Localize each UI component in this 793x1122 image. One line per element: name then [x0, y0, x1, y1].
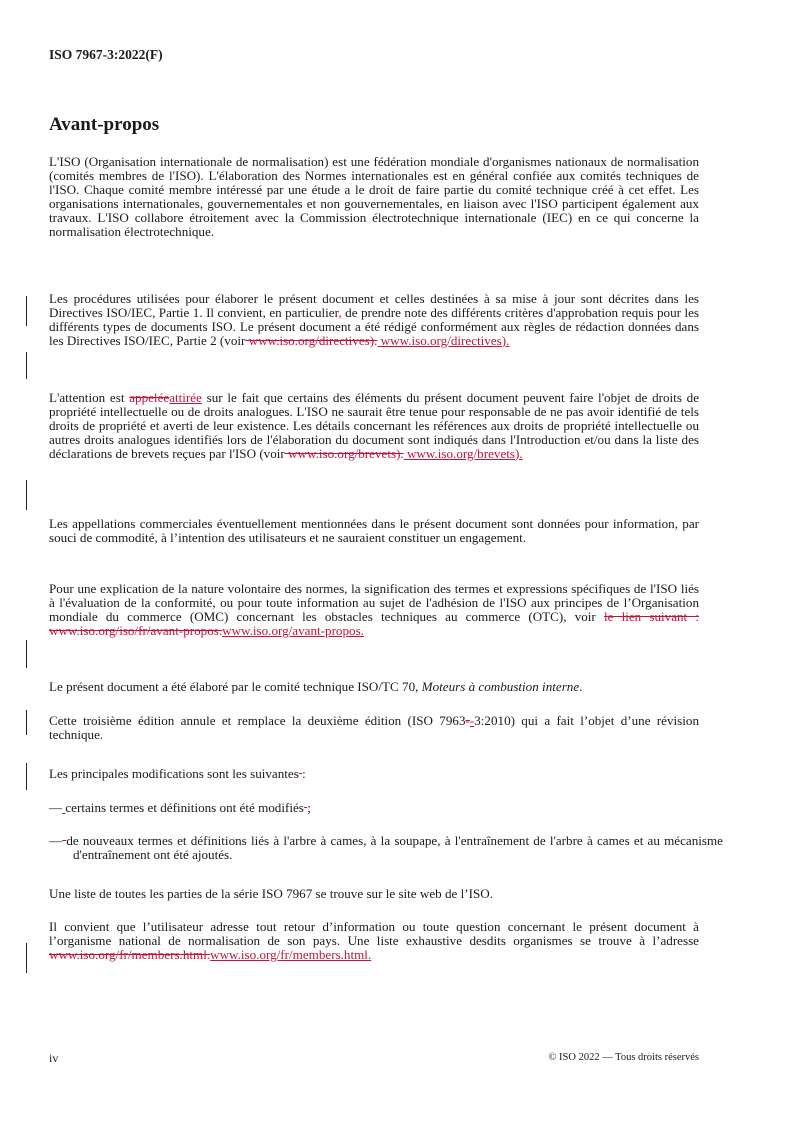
change-bar [26, 480, 27, 510]
text: L'attention est [49, 390, 130, 405]
paragraph-patents [49, 391, 699, 461]
change-bar [26, 640, 27, 668]
page-number: iv [49, 1051, 59, 1065]
deleted-link[interactable]: le lien suivant : www.iso.org/iso/fr/avant-propos. [49, 608, 699, 638]
change-bar [26, 352, 27, 379]
paragraph-committee [49, 680, 699, 694]
inserted-link[interactable]: www.iso.org/brevets). [403, 445, 523, 461]
inserted-link[interactable]: www.iso.org/directives). [377, 332, 510, 348]
paragraph-feedback [49, 920, 699, 962]
paragraph-series-list: Une liste de toutes les parties de la série ISO 7967 se trouve sur le site web de l’ISO. [49, 886, 493, 901]
paragraph-changes-intro [49, 767, 699, 781]
text: de prendre note des différents critères d'approbation requis pour les différents types de documents ISO. Le présent document a été rédigé conformément aux règles de rédaction données dans les Directives ISO/IEC, Partie 2 (voir [49, 304, 699, 348]
text: certains termes et définitions ont été modifiés [65, 800, 304, 815]
document-id-header: ISO 7967-3:2022(F) [49, 47, 163, 62]
paragraph-edition [49, 714, 699, 742]
text: Pour une explication de la nature volontaire des normes, la signification des termes et expressions spécifiques de l'ISO liés à l'évaluation de la conformité, ou pour toute information au sujet de l'adhésion de l'ISO aux principes de l’Organisation mondiale du commerce (OMC) concernant les obstacles techniques au commerce (OTC), voir [49, 581, 699, 624]
paragraph-procedures [49, 292, 699, 348]
change-bar [26, 763, 27, 790]
inserted-link[interactable]: www.iso.org/avant-propos. [222, 622, 364, 638]
deleted-link[interactable]: www.iso.org/brevets). [284, 445, 404, 461]
list-item [49, 834, 723, 862]
text: : [302, 766, 306, 781]
deleted-text: - [465, 713, 470, 728]
text: sur le fait que certains des éléments du présent document peuvent faire l'objet de droits de propriété intellectuelle ou de droits analogues. L'ISO ne saurait être tenue pour responsable de ne pas avoir identifié de tels droits de propriété et averti de leur existence. Les détails concernant les références aux droits de propriété intellectuelle ou autres droits analogues identifiés lors de l'élaboration du document sont indiqués dans l'Introduction et/ou dans la liste des déclarations de brevets reçues par l'ISO (voir [49, 390, 700, 461]
text: de nouveaux termes et définitions liés à l'arbre à cames, à la soupape, à l'entraînement de l'arbre à cames et au mécanisme d'entraînement ont été ajoutés. [66, 833, 723, 862]
inserted-text: , [338, 304, 342, 320]
deleted-text: appelée [129, 390, 170, 405]
dash: — [49, 800, 63, 815]
paragraph-iso-intro: L'ISO (Organisation internationale de normalisation) est une fédération mondiale d'organismes nationaux de normalisation (comités membres de l'ISO). L'élaboration des Normes internationales est en général confiée aux comités techniques de l'ISO. Chaque comité membre intéressé par une étude a le droit de faire partie du comité technique créé à cet effet. Les organisations internationales, gouvernementales et non gouvernementales, en liaison avec l'ISO participent également aux travaux. L'ISO collabore étroitement avec la Commission électrotechnique internationale (IEC) en ce qui concerne la normalisation électrotechnique. [49, 154, 699, 239]
inserted-text: attirée [169, 390, 202, 405]
section-title: Avant-propos [49, 114, 160, 135]
paragraph-voluntary-nature [49, 582, 699, 638]
paragraph-trade-names: Les appellations commerciales éventuellement mentionnées dans le présent document sont données pour information, par souci de commodité, à l’intention des utilisateurs et ne sauraient constituer un engagement. [49, 516, 699, 545]
deleted-link[interactable]: www.iso.org/fr/members.html. [49, 946, 211, 962]
text: ; [307, 800, 311, 815]
inserted-link[interactable]: www.iso.org/fr/members.html. [210, 946, 372, 962]
text: . [579, 679, 583, 694]
deleted-link[interactable]: www.iso.org/directives). [245, 332, 378, 348]
list-item [49, 801, 723, 815]
text: Cette troisième édition annule et remplace la deuxième édition (ISO 7963 [49, 713, 466, 728]
text: Les principales modifications sont les suivantes [49, 766, 299, 781]
text: 3:2010) qui a fait l’objet d’une révision technique. [49, 713, 699, 742]
inserted-text: - [469, 713, 475, 728]
committee-title: Moteurs à combustion interne [421, 679, 580, 694]
text: Le présent document a été élaboré par le comité technique ISO/TC 70, [49, 679, 422, 694]
dash: — [49, 833, 63, 848]
text: Il convient que l’utilisateur adresse tout retour d’information ou toute question concernant le présent document à l’organisme national de normalisation de son pays. Une liste exhaustive desdits organismes se trouve à l’adresse [49, 919, 699, 948]
change-bar [26, 296, 27, 326]
text: Les procédures utilisées pour élaborer le présent document et celles destinées à sa mise à jour sont décrites dans les Directives ISO/IEC, Partie 1. Il convient, en particulier [49, 291, 699, 320]
change-bar [26, 943, 27, 973]
change-bar [26, 710, 27, 735]
copyright-notice: © ISO 2022 — Tous droits réservés [548, 1052, 699, 1063]
